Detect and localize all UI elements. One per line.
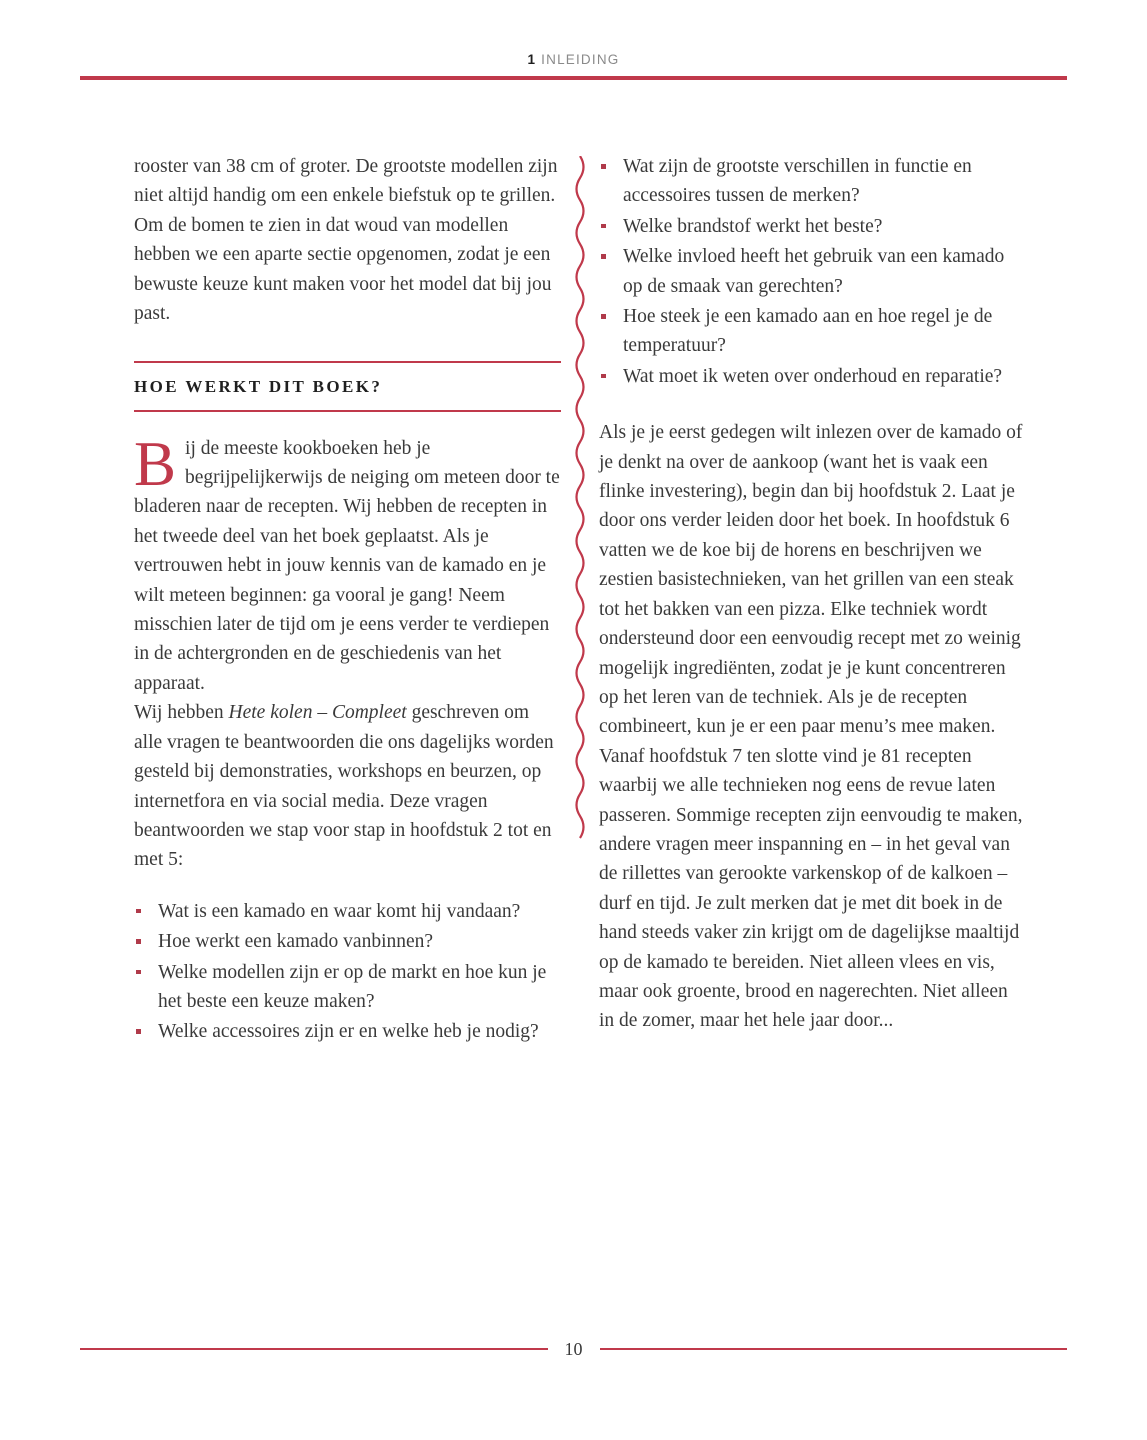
wavy-column-divider-icon [563,156,597,846]
square-bullet-icon [601,314,606,319]
continued-paragraph: rooster van 38 cm of groter. De grootste modellen zijn niet altijd handig om een enkele biefstuk op te grillen. Om de bomen te zien in dat woud van modellen hebben we een aparte sectie opgenomen, zodat je een bewuste keuze kunt maken voor het model dat bij jou past. [134,156,558,325]
section-title: HOE WERKT DIT BOEK? [134,377,383,397]
running-head-chapter-name: INLEIDING [541,52,620,67]
list-item [134,927,561,956]
page-number: 10 [564,1339,583,1359]
running-head-chapter-number: 1 [527,52,537,67]
list-item-label: Wat moet ik weten over onderhoud en reparatie? [623,365,1003,387]
list-item-label: Welke brandstof werkt het beste? [623,215,883,237]
list-item [599,152,1026,211]
list-item-label: Welke invloed heeft het gebruik van een kamado op de smaak van gerechten? [623,246,1005,297]
section-heading-block [134,361,561,411]
two-column-body [134,152,1026,1043]
square-bullet-icon [136,1029,141,1034]
square-bullet-icon [136,909,141,914]
header-divider-rule [80,76,1067,80]
paragraph-spacer [599,392,1026,418]
right-question-list [599,152,1026,391]
square-bullet-icon [136,939,141,944]
list-item-label: Welke accessoires zijn er en welke heb je nodig? [158,1021,539,1043]
dropcap-paragraph-text: ij de meeste kookboeken heb je begrijpelijkerwijs de neiging om meteen door te bladeren naar de recepten. Wij hebben de recepten in het tweede deel van het boek geplaatst. Als je vertrouwen hebt in jouw kennis van de kamado en je wilt meteen beginnen: ga vooral je gang! Neem misschien later de tijd om je eens verder te verdiepen in de achtergronden en de geschiedenis van het apparaat. [134,437,560,694]
list-item [599,302,1026,361]
list-item-label: Hoe werkt een kamado vanbinnen? [158,931,434,953]
square-bullet-icon [601,254,606,259]
page-footer [80,1340,1067,1358]
list-item [134,958,561,1017]
dropcap-paragraph [134,428,561,699]
second-paragraph [134,698,561,874]
running-head [0,52,1147,67]
list-item [134,897,561,926]
closing-paragraph: Als je je eerst gedegen wilt inlezen over de kamado of je denkt na over de aankoop (want het is vaak een flinke investering), begin dan bij hoofdstuk 2. Laat je door ons verder leiden door het boek. In hoofdstuk 6 vatten we de koe bij de horens en beschrijven we zestien basistechnieken, van het grillen van een steak tot het bakken van een pizza. Elke techniek wordt ondersteund door een eenvoudig recept met zo weinig mogelijk ingrediënten, zodat je je kunt concentreren op het leren van de techniek. Als je de recepten combineert, kun je er een paar menu’s mee maken. Vanaf hoofdstuk 7 ten slotte vind je 81 recepten waarbij we alle technieken nog eens de revue laten passeren. Sommige recepten zijn eenvoudig te maken, andere vragen meer inspanning en – in het geval van de rillettes van gerookte varkenskop of de kalkoen – durf en tijd. Je zult merken dat je met dit boek in de hand steeds vaker zin krijgt om de dagelijkse maaltijd op de kamado te bereiden. Niet alleen vlees en vis, maar ook groente, brood en nagerechten. Niet alleen in de zomer, maar het hele jaar door... [599,422,1023,1032]
square-bullet-icon [601,374,606,379]
square-bullet-icon [601,164,606,169]
list-item-label: Hoe steek je een kamado aan en hoe regel je de temperatuur? [623,306,993,357]
footer-rule-left [80,1348,548,1350]
list-item-label: Wat zijn de grootste verschillen in functie en accessoires tussen de merken? [623,156,972,207]
square-bullet-icon [601,224,606,229]
left-question-list [134,897,561,1047]
list-item-label: Wat is een kamado en waar komt hij vandaan? [158,900,521,922]
list-item [134,1017,561,1046]
right-column [599,152,1026,1036]
left-column [134,152,561,1048]
drop-cap-letter: B [134,428,177,499]
list-item [599,212,1026,241]
list-item [599,362,1026,391]
second-paragraph-tail: geschreven om alle vragen te beantwoorden die ons dagelijks worden gesteld bij demonstraties, workshops en beurzen, op internetfora en via social media. Deze vragen beantwoorden we stap voor stap in hoofdstuk 2 tot en met 5: [134,702,554,871]
list-item [599,242,1026,301]
second-paragraph-lead: Wij hebben [134,702,229,724]
footer-rule-right [600,1348,1068,1350]
book-title-italic: Hete kolen – Compleet [228,702,407,724]
square-bullet-icon [136,970,141,975]
section-rule-bottom [134,410,561,412]
list-item-label: Welke modellen zijn er op de markt en hoe kun je het beste een keuze maken? [158,961,547,1012]
